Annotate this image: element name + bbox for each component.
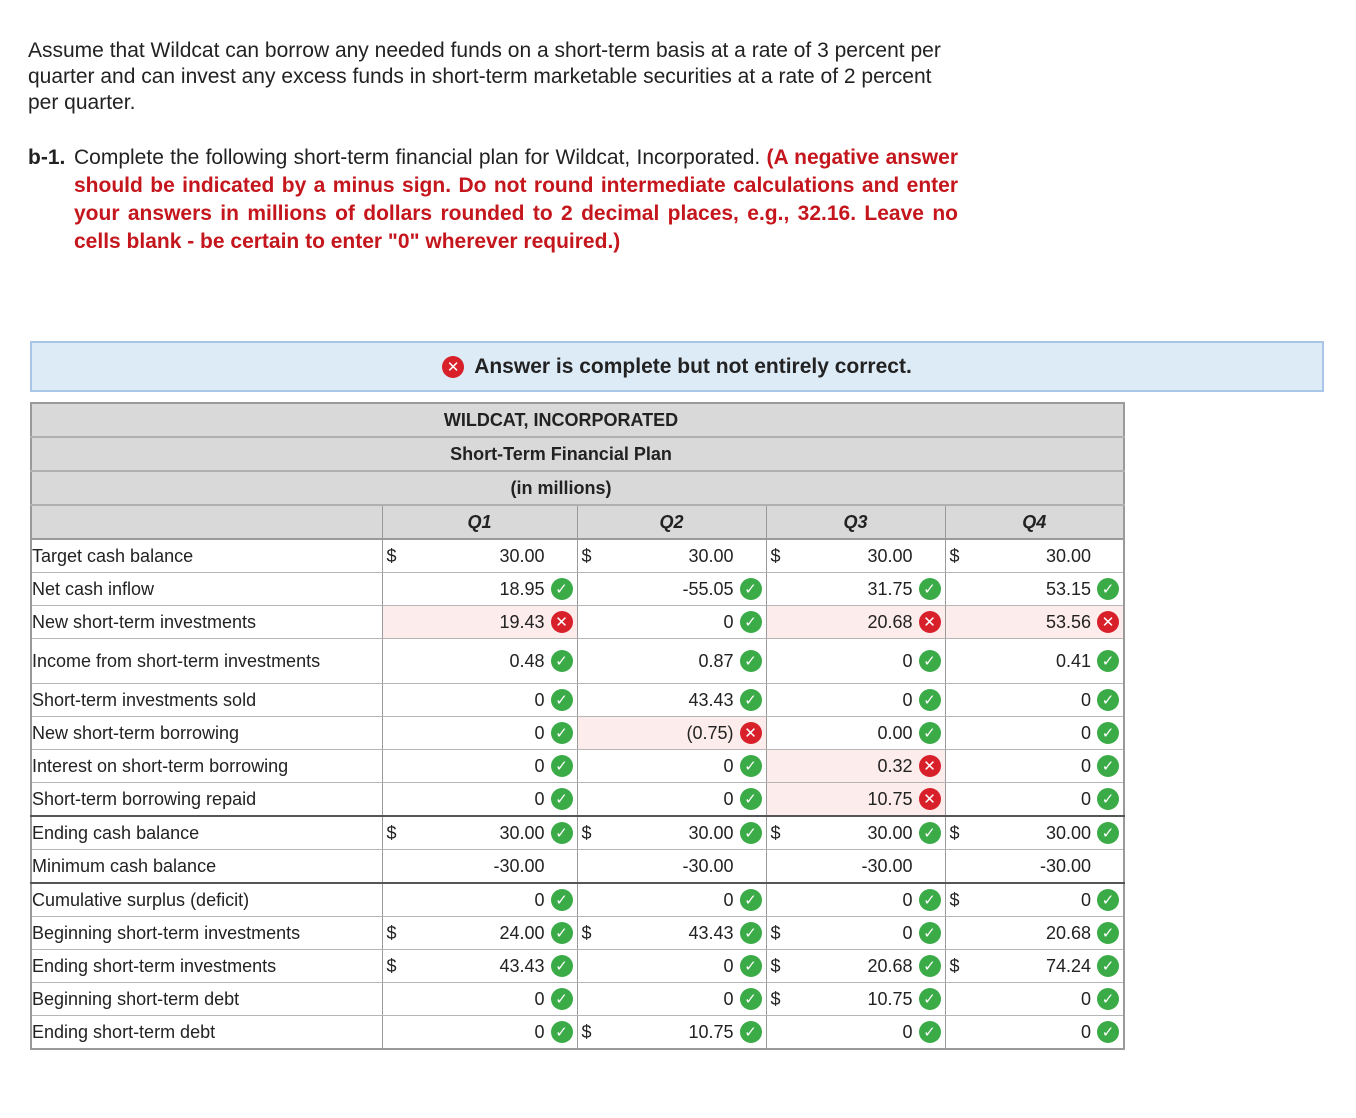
- check-icon: ✓: [1097, 650, 1119, 672]
- dollar-sign: $: [949, 822, 960, 843]
- x-icon: ✕: [919, 611, 941, 633]
- answer-value[interactable]: 0: [534, 722, 545, 743]
- financial-plan-table: [30, 402, 1125, 1050]
- answer-value[interactable]: 18.95: [499, 578, 545, 599]
- table-row: [31, 850, 1124, 884]
- plan-units: (in millions): [510, 477, 612, 498]
- row-label: Target cash balance: [31, 539, 382, 573]
- table-row: [31, 950, 1124, 983]
- row-label: Interest on short-term borrowing: [31, 750, 382, 783]
- answer-cell-q1: [382, 1016, 577, 1050]
- x-icon: ✕: [740, 722, 762, 744]
- dollar-sign: $: [581, 545, 592, 566]
- answer-value[interactable]: 53.15: [1045, 578, 1091, 599]
- grading-mark: [1095, 988, 1119, 1010]
- check-icon: ✓: [919, 1021, 941, 1043]
- company-name: WILDCAT, INCORPORATED: [443, 409, 679, 430]
- answer-value[interactable]: 0: [1080, 755, 1091, 776]
- grading-mark: [738, 955, 762, 977]
- check-icon: ✓: [740, 988, 762, 1010]
- answer-cell-q2: [577, 684, 766, 717]
- dollar-sign: $: [386, 822, 397, 843]
- grading-mark: [917, 822, 941, 844]
- answer-value[interactable]: 0: [723, 889, 734, 910]
- answer-cell-q3: [766, 950, 945, 983]
- answer-cell-q3: [766, 917, 945, 950]
- answer-value[interactable]: 0: [534, 788, 545, 809]
- check-icon: ✓: [551, 922, 573, 944]
- part-label: b-1.: [28, 146, 66, 169]
- grading-mark: [549, 611, 573, 633]
- answer-cell-q4: [945, 917, 1124, 950]
- answer-cell-q4: [945, 850, 1124, 884]
- table-row: [31, 539, 1124, 573]
- answer-value[interactable]: 0: [534, 1021, 545, 1042]
- row-label: Income from short-term investments: [31, 639, 382, 684]
- check-icon: ✓: [740, 755, 762, 777]
- answer-cell-q2: [577, 573, 766, 606]
- dollar-sign: $: [770, 988, 781, 1009]
- answer-cell-q3: [766, 573, 945, 606]
- dollar-sign: $: [949, 545, 960, 566]
- grading-mark: [738, 788, 762, 810]
- answer-cell-q4: [945, 573, 1124, 606]
- grading-mark: [917, 650, 941, 672]
- answer-value[interactable]: 0: [902, 650, 913, 671]
- check-icon: ✓: [919, 889, 941, 911]
- answer-value[interactable]: 0: [723, 988, 734, 1009]
- answer-cell-q1: [382, 606, 577, 639]
- answer-value[interactable]: 0: [1080, 689, 1091, 710]
- grading-mark: [1095, 788, 1119, 810]
- x-icon: ✕: [919, 788, 941, 810]
- answer-value[interactable]: 0: [723, 955, 734, 976]
- check-icon: ✓: [740, 955, 762, 977]
- answer-cell-q3: [766, 539, 945, 573]
- answer-cell-q2: [577, 1016, 766, 1050]
- answer-cell-q3: [766, 750, 945, 783]
- dollar-sign: $: [770, 922, 781, 943]
- answer-value[interactable]: 0: [534, 689, 545, 710]
- dollar-sign: $: [770, 955, 781, 976]
- answer-value[interactable]: 30.00: [867, 545, 913, 566]
- answer-value[interactable]: 0: [1080, 788, 1091, 809]
- answer-cell-q1: [382, 883, 577, 917]
- grading-mark: [1095, 578, 1119, 600]
- answer-cell-q2: [577, 639, 766, 684]
- part-question: Complete the following short-term financial plan for Wildcat, Incorporated.: [74, 146, 761, 169]
- grading-mark: [549, 788, 573, 810]
- row-label: New short-term borrowing: [31, 717, 382, 750]
- grading-mark: [549, 722, 573, 744]
- grading-mark: [738, 822, 762, 844]
- answer-value[interactable]: 43.43: [688, 689, 734, 710]
- grading-mark: [549, 650, 573, 672]
- answer-value[interactable]: 20.68: [867, 611, 913, 632]
- answer-value[interactable]: -30.00: [1039, 855, 1091, 876]
- dollar-sign: $: [770, 545, 781, 566]
- grading-mark: [549, 822, 573, 844]
- row-label: Ending cash balance: [31, 816, 382, 850]
- label-header: [31, 505, 382, 539]
- check-icon: ✓: [1097, 988, 1119, 1010]
- check-icon: ✓: [740, 788, 762, 810]
- check-icon: ✓: [740, 1021, 762, 1043]
- answer-cell-q1: [382, 684, 577, 717]
- check-icon: ✓: [551, 988, 573, 1010]
- grading-mark: [549, 988, 573, 1010]
- check-icon: ✓: [740, 822, 762, 844]
- grading-mark: [1095, 689, 1119, 711]
- quarter-header-q4: Q4: [945, 505, 1124, 539]
- check-icon: ✓: [919, 922, 941, 944]
- answer-value[interactable]: 0.41: [1055, 650, 1091, 671]
- dollar-sign: $: [581, 922, 592, 943]
- answer-value[interactable]: 43.43: [499, 955, 545, 976]
- dollar-sign: $: [949, 889, 960, 910]
- answer-value[interactable]: 0: [1080, 1021, 1091, 1042]
- x-icon: ✕: [919, 755, 941, 777]
- row-label: Beginning short-term debt: [31, 983, 382, 1016]
- answer-value[interactable]: 0: [534, 988, 545, 1009]
- answer-cell-q3: [766, 606, 945, 639]
- answer-value[interactable]: 0: [534, 755, 545, 776]
- answer-cell-q2: [577, 539, 766, 573]
- table-row: [31, 917, 1124, 950]
- check-icon: ✓: [740, 578, 762, 600]
- answer-value[interactable]: 0: [723, 788, 734, 809]
- table-row: [31, 606, 1124, 639]
- check-icon: ✓: [551, 889, 573, 911]
- answer-value[interactable]: 0: [902, 689, 913, 710]
- table-row: [31, 816, 1124, 850]
- answer-value[interactable]: 31.75: [867, 578, 913, 599]
- check-icon: ✓: [740, 889, 762, 911]
- answer-value[interactable]: 0.87: [698, 650, 734, 671]
- answer-cell-q1: [382, 950, 577, 983]
- part-b1: [28, 144, 958, 256]
- answer-cell-q4: [945, 750, 1124, 783]
- answer-value[interactable]: 0: [723, 611, 734, 632]
- answer-value[interactable]: 0: [1080, 988, 1091, 1009]
- answer-value[interactable]: 10.75: [688, 1021, 734, 1042]
- row-label: Minimum cash balance: [31, 850, 382, 884]
- check-icon: ✓: [551, 755, 573, 777]
- grading-mark: [549, 689, 573, 711]
- answer-value[interactable]: 43.43: [688, 922, 734, 943]
- dollar-sign: $: [949, 955, 960, 976]
- answer-cell-q2: [577, 983, 766, 1016]
- grading-mark: [917, 755, 941, 777]
- check-icon: ✓: [919, 689, 941, 711]
- answer-value[interactable]: -30.00: [493, 855, 545, 876]
- answer-value[interactable]: 30.00: [1045, 545, 1091, 566]
- table-row: [31, 883, 1124, 917]
- grading-mark: [917, 611, 941, 633]
- answer-cell-q4: [945, 983, 1124, 1016]
- answer-cell-q1: [382, 783, 577, 817]
- row-label: Beginning short-term investments: [31, 917, 382, 950]
- answer-cell-q1: [382, 850, 577, 884]
- answer-cell-q4: [945, 717, 1124, 750]
- answer-value[interactable]: 0: [1080, 889, 1091, 910]
- answer-value[interactable]: -30.00: [861, 855, 913, 876]
- x-icon: ✕: [442, 356, 464, 378]
- grading-mark: [1095, 611, 1119, 633]
- check-icon: ✓: [551, 822, 573, 844]
- grading-mark: [917, 1021, 941, 1043]
- answer-cell-q2: [577, 606, 766, 639]
- answer-value[interactable]: 0.48: [509, 650, 545, 671]
- x-icon: ✕: [1097, 611, 1119, 633]
- check-icon: ✓: [919, 722, 941, 744]
- answer-cell-q2: [577, 816, 766, 850]
- problem-intro: Assume that Wildcat can borrow any needed funds on a short-term basis at a rate of 3 percent per quarter and can invest any excess funds in short-term marketable securities at a rate of 2 percent per quarter.: [28, 39, 941, 114]
- grading-mark: [917, 922, 941, 944]
- check-icon: ✓: [551, 650, 573, 672]
- answer-cell-q4: [945, 639, 1124, 684]
- answer-cell-q3: [766, 1016, 945, 1050]
- dollar-sign: $: [581, 822, 592, 843]
- table-row: [31, 717, 1124, 750]
- quarter-header-q2: Q2: [577, 505, 766, 539]
- check-icon: ✓: [551, 1021, 573, 1043]
- answer-value[interactable]: 19.43: [499, 611, 545, 632]
- grading-mark: [917, 689, 941, 711]
- part-text: [74, 144, 958, 256]
- row-label: Net cash inflow: [31, 573, 382, 606]
- dollar-sign: $: [581, 1021, 592, 1042]
- part-instructions: (A negative answer should be indicated by a minus sign. Do not round intermediate calculations and enter your answers in millions of dollars rounded to 2 decimal places, e.g., 32.16. Leave no cells blank - be certain to enter "0" wherever required.): [74, 146, 958, 253]
- answer-value[interactable]: -30.00: [682, 855, 734, 876]
- grading-mark: [1095, 1021, 1119, 1043]
- answer-value[interactable]: 30.00: [499, 545, 545, 566]
- answer-cell-q4: [945, 606, 1124, 639]
- grading-mark: [1095, 650, 1119, 672]
- answer-value[interactable]: 0: [534, 889, 545, 910]
- check-icon: ✓: [1097, 889, 1119, 911]
- grading-mark: [917, 722, 941, 744]
- plan-title: Short-Term Financial Plan: [450, 443, 672, 464]
- check-icon: ✓: [740, 689, 762, 711]
- grading-mark: [738, 578, 762, 600]
- grading-mark: [738, 611, 762, 633]
- grading-mark: [917, 889, 941, 911]
- table-row: [31, 983, 1124, 1016]
- grading-mark: [549, 755, 573, 777]
- grading-mark: [917, 955, 941, 977]
- answer-cell-q4: [945, 539, 1124, 573]
- grading-mark: [738, 922, 762, 944]
- answer-value[interactable]: 30.00: [688, 822, 734, 843]
- answer-value[interactable]: 0: [1080, 722, 1091, 743]
- answer-cell-q1: [382, 917, 577, 950]
- row-label: Ending short-term investments: [31, 950, 382, 983]
- answer-cell-q1: [382, 717, 577, 750]
- answer-value[interactable]: 10.75: [867, 788, 913, 809]
- grading-mark: [738, 650, 762, 672]
- answer-cell-q1: [382, 573, 577, 606]
- dollar-sign: $: [770, 822, 781, 843]
- table-row: [31, 783, 1124, 817]
- answer-value[interactable]: 10.75: [867, 988, 913, 1009]
- check-icon: ✓: [551, 788, 573, 810]
- answer-cell-q1: [382, 816, 577, 850]
- dollar-sign: $: [386, 922, 397, 943]
- grading-mark: [1095, 722, 1119, 744]
- grading-mark: [549, 889, 573, 911]
- check-icon: ✓: [1097, 788, 1119, 810]
- grading-mark: [1095, 922, 1119, 944]
- answer-cell-q3: [766, 983, 945, 1016]
- grading-mark: [738, 1021, 762, 1043]
- table-row: [31, 573, 1124, 606]
- dollar-sign: $: [386, 545, 397, 566]
- check-icon: ✓: [1097, 955, 1119, 977]
- row-label: Short-term investments sold: [31, 684, 382, 717]
- answer-cell-q4: [945, 783, 1124, 817]
- table-row: [31, 1016, 1124, 1050]
- answer-cell-q3: [766, 684, 945, 717]
- answer-value[interactable]: 74.24: [1045, 955, 1091, 976]
- dollar-sign: $: [386, 955, 397, 976]
- grading-mark: [917, 788, 941, 810]
- answer-value[interactable]: 30.00: [867, 822, 913, 843]
- check-icon: ✓: [919, 988, 941, 1010]
- grading-mark: [738, 755, 762, 777]
- grading-mark: [738, 722, 762, 744]
- row-label: Ending short-term debt: [31, 1016, 382, 1050]
- answer-cell-q1: [382, 983, 577, 1016]
- check-icon: ✓: [919, 955, 941, 977]
- check-icon: ✓: [1097, 1021, 1119, 1043]
- answer-value[interactable]: 20.68: [867, 955, 913, 976]
- check-icon: ✓: [1097, 755, 1119, 777]
- answer-cell-q4: [945, 1016, 1124, 1050]
- answer-value[interactable]: 0: [902, 889, 913, 910]
- check-icon: ✓: [919, 578, 941, 600]
- check-icon: ✓: [551, 722, 573, 744]
- answer-cell-q1: [382, 539, 577, 573]
- answer-cell-q3: [766, 639, 945, 684]
- answer-cell-q2: [577, 850, 766, 884]
- answer-cell-q2: [577, 783, 766, 817]
- grading-mark: [549, 578, 573, 600]
- answer-value[interactable]: 20.68: [1045, 922, 1091, 943]
- answer-cell-q1: [382, 639, 577, 684]
- table-row: [31, 750, 1124, 783]
- answer-cell-q2: [577, 883, 766, 917]
- answer-value[interactable]: 0: [902, 922, 913, 943]
- answer-value[interactable]: 53.56: [1045, 611, 1091, 632]
- check-icon: ✓: [551, 955, 573, 977]
- row-label: Short-term borrowing repaid: [31, 783, 382, 817]
- answer-cell-q3: [766, 783, 945, 817]
- check-icon: ✓: [1097, 722, 1119, 744]
- check-icon: ✓: [551, 578, 573, 600]
- answer-value[interactable]: 0.00: [877, 722, 913, 743]
- answer-cell-q2: [577, 917, 766, 950]
- table-row: [31, 684, 1124, 717]
- grading-mark: [738, 689, 762, 711]
- answer-cell-q4: [945, 950, 1124, 983]
- grading-mark: [917, 988, 941, 1010]
- answer-value[interactable]: -55.05: [682, 578, 734, 599]
- answer-status-text: Answer is complete but not entirely correct.: [474, 354, 912, 378]
- grading-mark: [549, 922, 573, 944]
- check-icon: ✓: [1097, 578, 1119, 600]
- table-row: [31, 639, 1124, 684]
- answer-cell-q3: [766, 883, 945, 917]
- answer-status-banner: [30, 341, 1324, 392]
- answer-value[interactable]: 0.32: [877, 755, 913, 776]
- answer-value[interactable]: (0.75): [686, 722, 734, 743]
- check-icon: ✓: [1097, 822, 1119, 844]
- answer-cell-q2: [577, 950, 766, 983]
- grading-mark: [1095, 955, 1119, 977]
- check-icon: ✓: [919, 822, 941, 844]
- check-icon: ✓: [551, 689, 573, 711]
- grading-mark: [738, 988, 762, 1010]
- answer-value[interactable]: 30.00: [688, 545, 734, 566]
- answer-value[interactable]: 30.00: [499, 822, 545, 843]
- check-icon: ✓: [919, 650, 941, 672]
- answer-value[interactable]: 0: [902, 1021, 913, 1042]
- grading-mark: [1095, 889, 1119, 911]
- quarter-header-q3: Q3: [766, 505, 945, 539]
- row-label: New short-term investments: [31, 606, 382, 639]
- grading-mark: [549, 1021, 573, 1043]
- answer-value[interactable]: 30.00: [1045, 822, 1091, 843]
- check-icon: ✓: [740, 611, 762, 633]
- answer-cell-q3: [766, 717, 945, 750]
- check-icon: ✓: [740, 650, 762, 672]
- answer-cell-q3: [766, 816, 945, 850]
- grading-mark: [549, 955, 573, 977]
- quarter-header-q1: Q1: [382, 505, 577, 539]
- answer-cell-q2: [577, 717, 766, 750]
- x-icon: ✕: [551, 611, 573, 633]
- answer-cell-q4: [945, 883, 1124, 917]
- answer-cell-q4: [945, 816, 1124, 850]
- answer-cell-q2: [577, 750, 766, 783]
- grading-mark: [1095, 755, 1119, 777]
- answer-cell-q4: [945, 684, 1124, 717]
- answer-value[interactable]: 0: [723, 755, 734, 776]
- row-label: Cumulative surplus (deficit): [31, 883, 382, 917]
- grading-mark: [1095, 822, 1119, 844]
- grading-mark: [917, 578, 941, 600]
- answer-cell-q1: [382, 750, 577, 783]
- answer-value[interactable]: 24.00: [499, 922, 545, 943]
- grading-mark: [738, 889, 762, 911]
- check-icon: ✓: [740, 922, 762, 944]
- check-icon: ✓: [1097, 922, 1119, 944]
- check-icon: ✓: [1097, 689, 1119, 711]
- answer-cell-q3: [766, 850, 945, 884]
